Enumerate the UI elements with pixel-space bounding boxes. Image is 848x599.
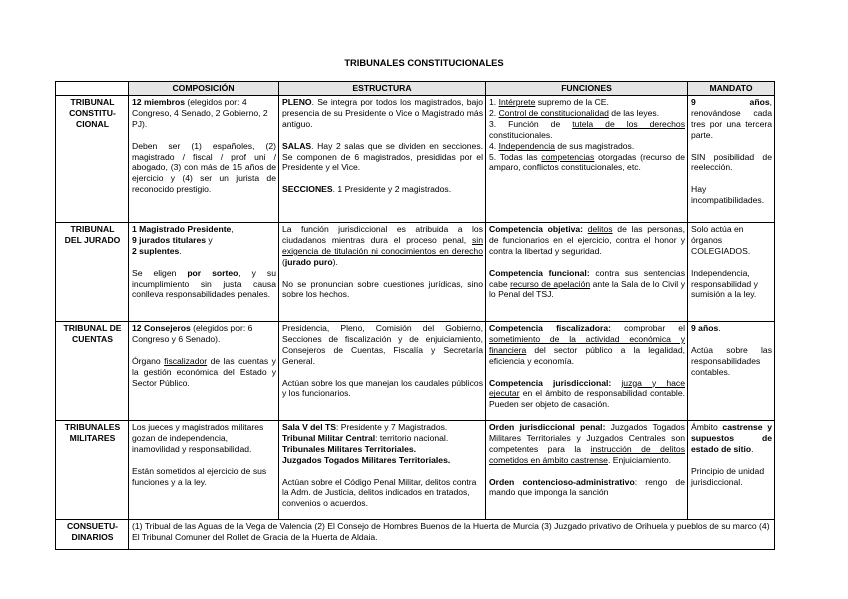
tribunales-table: [55, 81, 775, 550]
cell-funciones-constitucional: 1. Intérprete supremo de la CE. 2. Control de constitucionalidad de las leyes. 3. Función de tutela de los derechos constitucionales. 4. Independencia de sus magistrados. 5. Todas las competencias otorgadas (recurso de amparo, conflictos constitucionales, etc.: [486, 96, 688, 223]
cell-estructura-cuentas: Presidencia, Pleno, Comisión del Gobierno, Secciones de fiscalización y de enjuiciamiento, Consejeros de Cuentas, Fiscalía y Secretaría General. Actúan sobre los que manejan los caudales públicos y los funcionarios.: [279, 322, 486, 421]
cell-funciones-militares: Orden jurisdiccional penal: Juzgados Togados Militares Territoriales y Juzgados Centrales son competentes para la instrucción de delitos cometidos en ámbito castrense. Enjuiciamiento. Orden contencioso-administrativo: rengo de mando que imponga la sanción: [486, 421, 688, 520]
cell-composicion-cuentas: 12 Consejeros (elegidos por: 6 Congreso y 6 Senado). Órgano fiscalizador de las cuentas y la gestión económica del Estado y Sector Público.: [129, 322, 279, 421]
row-label-jurado: TRIBUNAL DEL JURADO: [56, 223, 129, 322]
header-estructura: ESTRUCTURA: [279, 82, 486, 96]
header-row: [56, 82, 775, 96]
cell-mandato-cuentas: 9 años. Actúa sobre las responsabilidades contables.: [688, 322, 775, 421]
cell-composicion-jurado: 1 Magistrado Presidente, 9 jurados titulares y 2 suplentes. Se eligen por sorteo, y su incumplimiento sin justa causa conlleva responsabilidades penales.: [129, 223, 279, 322]
document-title: TRIBUNALES CONSTITUCIONALES: [344, 57, 504, 68]
cell-estructura-jurado: La función jurisdiccional es atribuida a los ciudadanos mientras dura el proceso penal, sin exigencia de titulación ni conocimientos en derecho (jurado puro). No se pronuncian sobre cuestiones jurídicas, sino sobre los hechos.: [279, 223, 486, 322]
header-corner: [56, 82, 129, 96]
row-label-consuetudinarios: CONSUETU- DINARIOS: [56, 520, 129, 550]
cell-composicion-constitucional: 12 miembros (elegidos por: 4 Congreso, 4 Senado, 2 Gobierno, 2 PJ). Deben ser (1) españoles, (2) magistrado / fiscal / prof uni / abogado, (3) con más de 15 años de ejercicio y (4) ser un jurista de reconocido prestigio.: [129, 96, 279, 223]
header-composicion: COMPOSICIÓN: [129, 82, 279, 96]
cell-mandato-constitucional: 9 años, renovándose cada tres por una tercera parte. SIN posibilidad de reelección. Hay incompatibilidades.: [688, 96, 775, 223]
row-label-cuentas: TRIBUNAL DE CUENTAS: [56, 322, 129, 421]
row-consuetudinarios: [56, 520, 775, 550]
row-tribunal-constitucional: [56, 96, 775, 223]
row-tribunal-jurado: [56, 223, 775, 322]
header-mandato: MANDATO: [688, 82, 775, 96]
cell-composicion-militares: Los jueces y magistrados militares gozan de independencia, inamovilidad y responsabilidad. Están sometidos al ejercicio de sus funciones y a la ley.: [129, 421, 279, 520]
cell-funciones-jurado: Competencia objetiva: delitos de las personas, de funcionarios en el ejercicio, contra el honor y contra la libertad y seguridad. Competencia funcional: contra sus sentencias cabe recurso de apelación ante la Sala de lo Civil y lo Penal del TSJ.: [486, 223, 688, 322]
cell-estructura-constitucional: PLENO. Se integra por todos los magistrados, bajo presencia de su Presidente o Vice o Magistrado más antiguo. SALAS. Hay 2 salas que se dividen en secciones. Se componen de 6 magistrados, presididas por el Presidente y el Vice. SECCIONES. 1 Presidente y 2 magistrados.: [279, 96, 486, 223]
cell-mandato-militares: Ámbito castrense y supuestos de estado de sitio. Principio de unidad jurisdiccional.: [688, 421, 775, 520]
header-funciones: FUNCIONES: [486, 82, 688, 96]
row-label-militares: TRIBUNALES MILITARES: [56, 421, 129, 520]
row-tribunal-cuentas: [56, 322, 775, 421]
row-label-constitucional: TRIBUNAL CONSTITU- CIONAL: [56, 96, 129, 223]
row-tribunales-militares: [56, 421, 775, 520]
cell-funciones-cuentas: Competencia fiscalizadora: comprobar el sometimiento de la actividad económica y financiera del sector público a la legalidad, eficiencia y economía. Competencia jurisdiccional: juzga y hace ejecutar en el ámbito de responsabilidad contable. Pueden ser objeto de casación.: [486, 322, 688, 421]
cell-mandato-jurado: Solo actúa en órganos COLEGIADOS. Independencia, responsabilidad y sumisión a la ley.: [688, 223, 775, 322]
cell-consuetudinarios-list: (1) Tribual de las Aguas de la Vega de Valencia (2) El Consejo de Hombres Buenos de la Huerta de Murcia (3) Juzgado privativo de Orihuela y pueblos de su marco (4) El Tribunal Comuner del Rollet de Gracia de la Huerta de Aldaia.: [129, 520, 775, 550]
cell-estructura-militares: Sala V del TS: Presidente y 7 Magistrados. Tribunal Militar Central: territorio nacional. Tribunales Militares Territoriales. Juzgados Togados Militares Territoriales. Actúan sobre el Código Penal Militar, delitos contra la Adm. de Justicia, delitos indicados en tratados, convenios o acuerdos.: [279, 421, 486, 520]
